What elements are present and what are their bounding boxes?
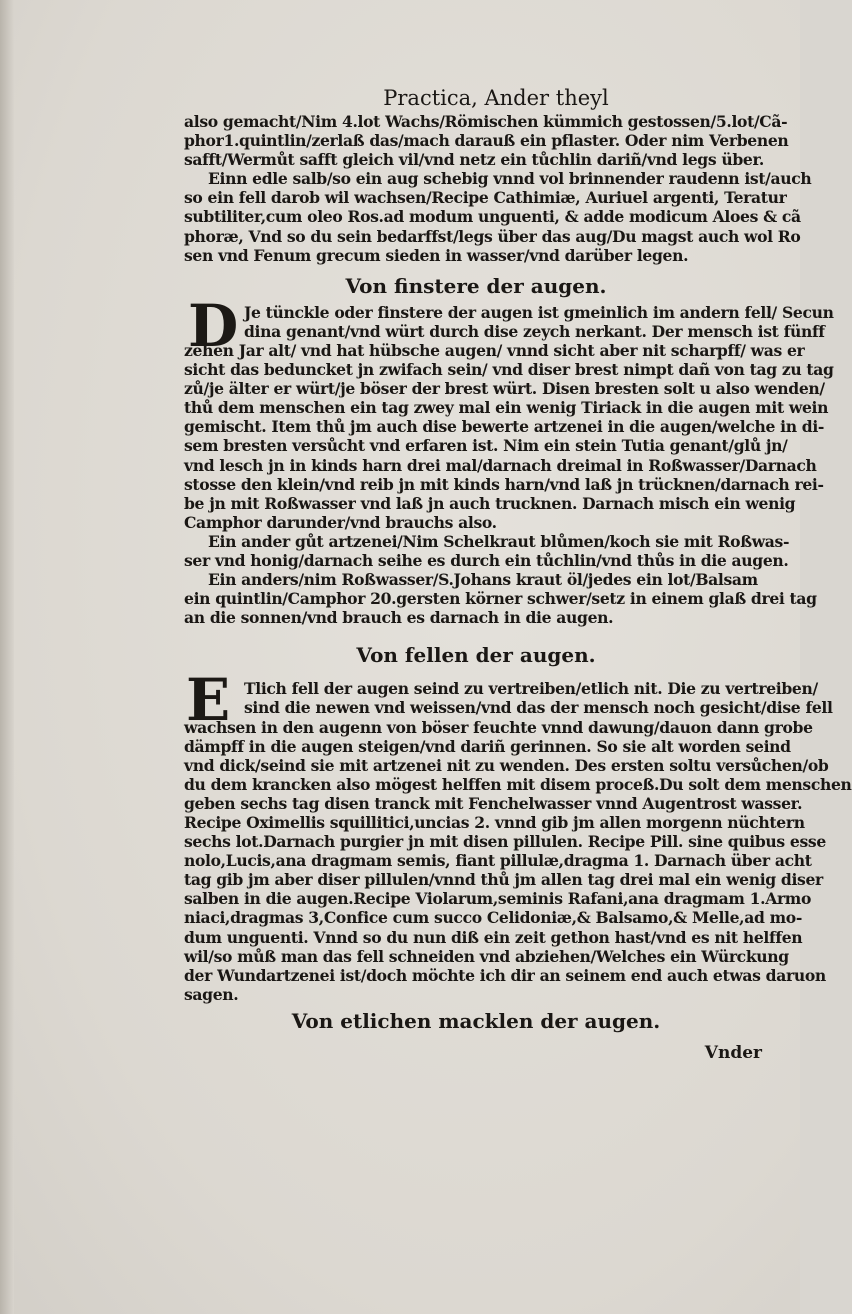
text-line: niaci,dragmas 3,Confice cum succo Celidoniæ,& Balsamo,& Melle,ad mo- [184,908,802,928]
page-gutter [0,0,14,1314]
text-block [184,84,852,1066]
text-line: stosse den klein/vnd reib jn mit kinds harn/vnd laß jn trücknen/darnach rei- [184,474,824,494]
running-header: Practica, Ander theyl [383,86,609,110]
text-line: so ein fell darob wil wachsen/Recipe Cathimiæ, Auriuel argenti, Teratur [184,188,787,208]
text-line: gemischt. Item thů jm auch dise bewerte artzenei in die augen/welche in di- [184,417,825,437]
text-line: dämpff in die augen steigen/vnd dariñ gerinnen. So sie alt worden seind [184,736,791,756]
section-body [184,666,852,1004]
text-line: Je tünckle oder finstere der augen ist gmeinlich im andern fell/ Secun [244,302,834,322]
text-line: safft/Wermůt safft gleich vil/vnd netz ein tůchlin dariñ/vnd legs über. [184,150,764,170]
opening-paragraphs [184,112,812,265]
text-line: Tlich fell der augen seind zu vertreiben/etlich nit. Die zu vertreiben/ [244,679,818,699]
text-line: Ein ander gůt artzenei/Nim Schelkraut blůmen/koch sie mit Roßwas- [208,531,790,551]
text-line: phoræ, Vnd so du sein bedarffst/legs über das aug/Du magst auch wol Ro [184,226,801,246]
text-line: geben sechs tag disen tranck mit Fenchelwasser vnnd Augentrost wasser. [184,793,803,813]
section-heading: Von fellen der augen. [356,643,596,668]
text-line: Einn edle salb/so ein aug schebig vnnd vol brinnender raudenn ist/auch [208,169,812,189]
text-line: dina genant/vnd würt durch dise zeych nerkant. Der mensch ist fünff [244,321,825,341]
text-line: sechs lot.Darnach purgier jn mit disen pillulen. Recipe Pill. sine quibus esse [184,832,826,852]
text-line: Recipe Oximellis squillitici,uncias 2. vnnd gib jm allen morgenn nüchtern [184,813,805,832]
section-heading: Von etlichen macklen der augen. [291,1008,661,1033]
text-line: salben in die augen.Recipe Violarum,seminis Rafani,ana dragmam 1.Armo [184,889,812,909]
text-line: also gemacht/Nim 4.lot Wachs/Römischen kümmich gestossen/5.lot/Cã- [184,112,788,131]
drop-capital: E [186,666,231,735]
text-line: sind die newen vnd weissen/vnd das der mensch noch gesicht/dise fell [244,698,833,718]
text-line: Camphor darunder/vnd brauchs also. [184,512,497,532]
catchword: Vnder [704,1042,762,1063]
section-heading: Von finstere der augen. [345,273,607,298]
text-line: tag gib jm aber diser pillulen/vnnd thů jm allen tag drei mal ein wenig diser [184,870,823,890]
text-line: wachsen in den augenn von böser feuchte vnnd dawung/dauon dann grobe [184,717,813,737]
text-line: be jn mit Roßwasser vnd laß jn auch trucknen. Darnach misch ein wenig [184,493,796,513]
drop-capital: D [188,291,239,360]
text-line: sicht das beduncket jn zwifach sein/ vnd diser brest nimpt dañ von tag zu tag [184,360,834,380]
text-line: an die sonnen/vnd brauch es darnach in die augen. [184,608,614,628]
text-line: ein quintlin/Camphor 20.gersten körner schwer/setz in einem glaß drei tag [184,589,817,609]
text-line: phor1.quintlin/zerlaß das/mach darauß ein pflaster. Oder nim Verbenen [184,131,789,151]
text-line: ser vnd honig/darnach seihe es durch ein tůchlin/vnd thůs in die augen. [184,550,789,570]
text-line: sen vnd Fenum grecum sieden in wasser/vnd darüber legen. [184,245,689,265]
text-line: subtiliter,cum oleo Ros.ad modum unguenti, & adde modicum Aloes & cã [184,207,801,227]
text-line: thů dem menschen ein tag zwey mal ein wenig Tiriack in die augen mit wein [184,398,829,418]
text-line: dum unguenti. Vnnd so du nun diß ein zeit gethon hast/vnd es nit helffen [184,927,803,947]
text-line: sem bresten versůcht vnd erfaren ist. Nim ein stein Tutia genant/glů jn/ [184,436,788,456]
text-line: der Wundartzenei ist/doch möchte ich dir an seinem end auch etwas daruon [184,965,826,985]
text-line: Ein anders/nim Roßwasser/S.Johans kraut öl/jedes ein lot/Balsam [208,570,758,590]
text-line: nolo,Lucis,ana dragmam semis, fiant pillulæ,dragma 1. Darnach über acht [184,851,812,871]
text-line: zů/je älter er würt/je böser der brest würt. Disen bresten solt u also wenden/ [184,379,825,399]
text-line: vnd lesch jn in kinds harn drei mal/darnach dreimal in Roßwasser/Darnach [184,455,817,475]
text-line: du dem krancken also mögest helffen mit disem proceß.Du solt dem menschen [184,774,852,794]
text-line: sagen. [184,984,239,1004]
section-body [184,291,834,628]
text-line: zehen Jar alt/ vnd hat hübsche augen/ vnnd sicht aber nit scharpff/ was er [184,340,805,360]
text-line: vnd dick/seind sie mit artzenei nit zu wenden. Des ersten soltu versůchen/ob [184,755,829,775]
text-line: wil/so můß man das fell schneiden vnd abziehen/Welches ein Würckung [184,946,789,966]
